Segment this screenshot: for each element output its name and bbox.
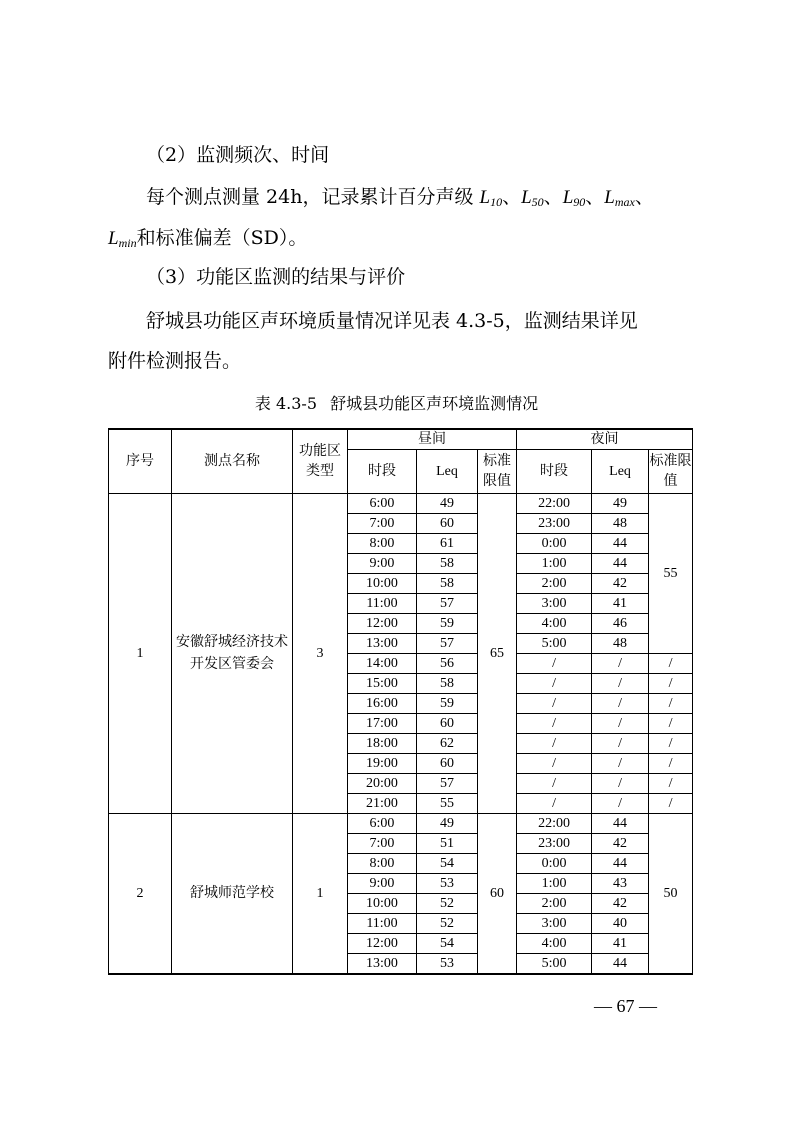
- table-row: [109, 494, 693, 514]
- cell-day-time: 19:00: [348, 754, 417, 774]
- table-row: [109, 814, 693, 834]
- cell-night-time: 5:00: [517, 954, 592, 975]
- cell-day-leq: 60: [417, 754, 478, 774]
- cell-day-time: 10:00: [348, 574, 417, 594]
- cell-night-leq: 40: [592, 914, 649, 934]
- symbol-l50: $L_{50}$: [521, 187, 544, 209]
- cell-night-leq: 49: [592, 494, 649, 514]
- cell-day-time: 21:00: [348, 794, 417, 814]
- header-night-limit: 标准限值: [649, 450, 693, 494]
- cell-day-leq: 55: [417, 794, 478, 814]
- cell-night-time: 5:00: [517, 634, 592, 654]
- cell-night-time: /: [517, 754, 592, 774]
- cell-night-time: /: [517, 734, 592, 754]
- cell-station-name: 舒城师范学校: [172, 814, 293, 975]
- cell-day-leq: 53: [417, 954, 478, 975]
- cell-night-limit: /: [649, 754, 693, 774]
- cell-night-time: 4:00: [517, 934, 592, 954]
- cell-night-leq: 46: [592, 614, 649, 634]
- cell-night-leq: /: [592, 654, 649, 674]
- cell-night-leq: /: [592, 794, 649, 814]
- cell-day-leq: 59: [417, 694, 478, 714]
- cell-night-time: 22:00: [517, 814, 592, 834]
- cell-day-leq: 61: [417, 534, 478, 554]
- cell-night-time: /: [517, 694, 592, 714]
- cell-night-leq: 44: [592, 534, 649, 554]
- cell-day-leq: 56: [417, 654, 478, 674]
- cell-day-leq: 49: [417, 494, 478, 514]
- cell-night-leq: 48: [592, 514, 649, 534]
- cell-night-leq: 41: [592, 934, 649, 954]
- header-day-limit: 标准限值: [478, 450, 517, 494]
- cell-night-time: 23:00: [517, 834, 592, 854]
- cell-night-time: 4:00: [517, 614, 592, 634]
- cell-night-leq: /: [592, 674, 649, 694]
- cell-night-limit: /: [649, 694, 693, 714]
- cell-day-time: 20:00: [348, 774, 417, 794]
- cell-night-time: /: [517, 794, 592, 814]
- cell-day-time: 8:00: [348, 854, 417, 874]
- cell-night-leq: /: [592, 694, 649, 714]
- cell-day-leq: 58: [417, 554, 478, 574]
- cell-day-leq: 49: [417, 814, 478, 834]
- cell-night-limit: 50: [649, 814, 693, 975]
- symbol-lmin: $L_{min}$: [108, 228, 137, 250]
- cell-day-leq: 59: [417, 614, 478, 634]
- paragraph-text: 每个测点测量 24h，记录累计百分声级: [146, 186, 480, 208]
- cell-day-time: 9:00: [348, 874, 417, 894]
- cell-day-limit: 65: [478, 494, 517, 814]
- symbol-l90: $L_{90}$: [562, 187, 586, 209]
- header-day-time: 时段: [348, 450, 417, 494]
- cell-night-leq: 42: [592, 574, 649, 594]
- cell-day-time: 18:00: [348, 734, 417, 754]
- cell-night-leq: 44: [592, 854, 649, 874]
- cell-night-limit: /: [649, 734, 693, 754]
- cell-seq: 2: [109, 814, 172, 975]
- cell-night-leq: 41: [592, 594, 649, 614]
- cell-night-limit: /: [649, 774, 693, 794]
- cell-day-time: 7:00: [348, 514, 417, 534]
- cell-night-time: 23:00: [517, 514, 592, 534]
- cell-day-time: 10:00: [348, 894, 417, 914]
- cell-day-leq: 57: [417, 774, 478, 794]
- cell-zone-type: 3: [293, 494, 348, 814]
- cell-day-time: 11:00: [348, 914, 417, 934]
- cell-day-time: 12:00: [348, 614, 417, 634]
- cell-night-limit: /: [649, 794, 693, 814]
- cell-day-time: 14:00: [348, 654, 417, 674]
- heading-results-evaluation: （3）功能区监测的结果与评价: [146, 266, 406, 288]
- header-night-time: 时段: [517, 450, 592, 494]
- cell-day-time: 6:00: [348, 814, 417, 834]
- cell-night-leq: /: [592, 754, 649, 774]
- table-caption: [0, 393, 793, 415]
- cell-night-leq: 48: [592, 634, 649, 654]
- cell-night-time: 2:00: [517, 574, 592, 594]
- cell-day-time: 13:00: [348, 954, 417, 975]
- header-name: 测点名称: [172, 429, 293, 494]
- cell-day-time: 15:00: [348, 674, 417, 694]
- cell-night-time: 1:00: [517, 554, 592, 574]
- cell-night-leq: 44: [592, 954, 649, 975]
- cell-day-time: 12:00: [348, 934, 417, 954]
- table-number: 表 4.3-5: [254, 394, 317, 413]
- cell-station-name: 安徽舒城经济技术开发区管委会: [172, 494, 293, 814]
- cell-day-time: 11:00: [348, 594, 417, 614]
- cell-night-limit: /: [649, 674, 693, 694]
- noise-monitoring-table: [108, 428, 693, 975]
- header-day: 昼间: [348, 429, 517, 450]
- page-number: — 67 —: [594, 996, 657, 1016]
- cell-night-leq: /: [592, 734, 649, 754]
- cell-night-time: /: [517, 674, 592, 694]
- cell-night-time: /: [517, 714, 592, 734]
- cell-day-leq: 60: [417, 514, 478, 534]
- cell-night-leq: 44: [592, 554, 649, 574]
- cell-night-time: /: [517, 654, 592, 674]
- symbol-l10: $L_{10}$: [479, 187, 503, 209]
- cell-day-leq: 51: [417, 834, 478, 854]
- cell-day-leq: 58: [417, 674, 478, 694]
- cell-night-limit: /: [649, 654, 693, 674]
- symbol-lmax: $L_{max}$: [604, 187, 635, 209]
- cell-day-time: 7:00: [348, 834, 417, 854]
- cell-night-leq: /: [592, 714, 649, 734]
- cell-night-limit: /: [649, 714, 693, 734]
- header-night: 夜间: [517, 429, 693, 450]
- table-title: 舒城县功能区声环境监测情况: [330, 394, 539, 413]
- cell-night-leq: 43: [592, 874, 649, 894]
- cell-day-leq: 54: [417, 854, 478, 874]
- cell-day-leq: 52: [417, 894, 478, 914]
- cell-day-time: 13:00: [348, 634, 417, 654]
- paragraph-monitoring-method-cont: $L_{min}$和标准偏差（SD）。: [108, 227, 308, 250]
- cell-day-time: 8:00: [348, 534, 417, 554]
- paragraph-results: 舒城县功能区声环境质量情况详见表 4.3-5，监测结果详见: [146, 310, 638, 332]
- cell-night-leq: /: [592, 774, 649, 794]
- cell-seq: 1: [109, 494, 172, 814]
- paragraph-monitoring-method: 每个测点测量 24h，记录累计百分声级 $L_{10}$、$L_{50}$、$L_{90}$、$L_{max}$、: [146, 186, 654, 209]
- cell-day-leq: 57: [417, 634, 478, 654]
- cell-day-time: 9:00: [348, 554, 417, 574]
- cell-day-limit: 60: [478, 814, 517, 975]
- paragraph-results-cont: 附件检测报告。: [108, 350, 242, 372]
- cell-night-time: /: [517, 774, 592, 794]
- cell-night-time: 0:00: [517, 854, 592, 874]
- cell-day-leq: 52: [417, 914, 478, 934]
- cell-day-leq: 58: [417, 574, 478, 594]
- cell-zone-type: 1: [293, 814, 348, 975]
- cell-day-time: 17:00: [348, 714, 417, 734]
- cell-night-time: 0:00: [517, 534, 592, 554]
- cell-day-leq: 60: [417, 714, 478, 734]
- cell-day-leq: 57: [417, 594, 478, 614]
- cell-night-leq: 42: [592, 894, 649, 914]
- cell-day-time: 6:00: [348, 494, 417, 514]
- cell-night-time: 2:00: [517, 894, 592, 914]
- heading-monitoring-frequency: （2）监测频次、时间: [146, 144, 330, 166]
- cell-night-leq: 44: [592, 814, 649, 834]
- header-night-leq: Leq: [592, 450, 649, 494]
- cell-night-limit: 55: [649, 494, 693, 654]
- cell-night-time: 3:00: [517, 594, 592, 614]
- cell-night-time: 1:00: [517, 874, 592, 894]
- header-day-leq: Leq: [417, 450, 478, 494]
- header-zone: 功能区类型: [293, 429, 348, 494]
- cell-night-time: 22:00: [517, 494, 592, 514]
- cell-night-time: 3:00: [517, 914, 592, 934]
- cell-day-leq: 62: [417, 734, 478, 754]
- cell-day-time: 16:00: [348, 694, 417, 714]
- cell-day-leq: 54: [417, 934, 478, 954]
- header-seq: 序号: [109, 429, 172, 494]
- cell-day-leq: 53: [417, 874, 478, 894]
- cell-night-leq: 42: [592, 834, 649, 854]
